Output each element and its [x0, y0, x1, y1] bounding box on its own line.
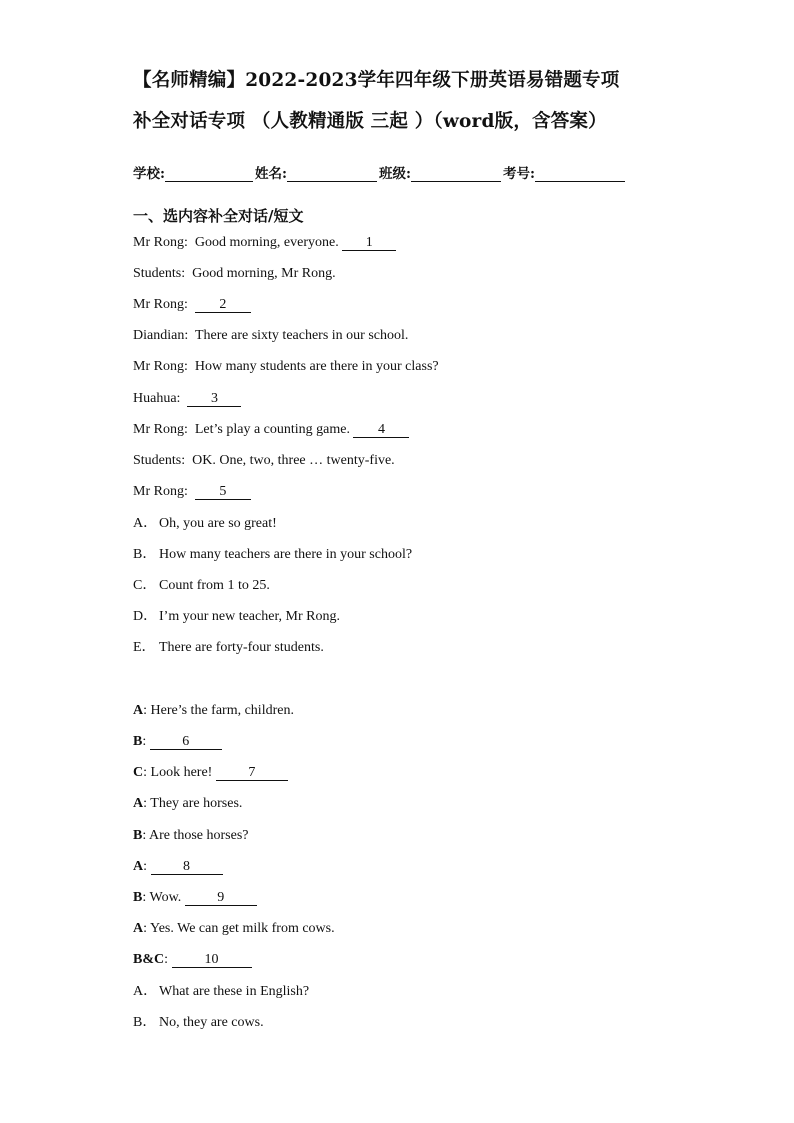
- dialogue1-line: Huahua: 3: [133, 390, 241, 408]
- dialogue1-line: Students: OK. One, two, three … twenty-five.: [133, 453, 395, 468]
- dialogue1-line: Mr Rong: Let’s play a counting game. 4: [133, 421, 409, 439]
- answer-blank-4[interactable]: 4: [353, 422, 409, 438]
- option-item: C． Count from 1 to 25.: [133, 578, 270, 593]
- exam-number-label: 考号:: [502, 166, 535, 182]
- name-label: 姓名:: [254, 166, 287, 182]
- class-label: 班级:: [378, 166, 411, 182]
- exam-number-blank[interactable]: [535, 167, 625, 182]
- answer-blank-2[interactable]: 2: [195, 297, 251, 313]
- option-item: B． No, they are cows.: [133, 1015, 264, 1030]
- section-heading: 一、选内容补全对话/短文: [133, 207, 304, 225]
- school-label: 学校:: [133, 166, 165, 182]
- dialogue1-line: Students: Good morning, Mr Rong.: [133, 266, 336, 281]
- option-item: A． What are these in English?: [133, 984, 310, 999]
- dialogue2-line: B: Wow. 9: [133, 889, 257, 907]
- dialogue1-line: Mr Rong: Good morning, everyone. 1: [133, 234, 396, 252]
- student-info-row: [133, 162, 673, 182]
- name-blank[interactable]: [287, 167, 377, 182]
- school-blank[interactable]: [165, 167, 253, 182]
- dialogue2-line: A: 8: [133, 858, 223, 876]
- dialogue2-line: B&C: 10: [133, 951, 252, 969]
- dialogue2-line: A: They are horses.: [133, 796, 243, 811]
- option-item: B． How many teachers are there in your school?: [133, 547, 413, 562]
- dialogue1-line: Mr Rong: How many students are there in your class?: [133, 359, 439, 374]
- option-item: A． Oh, you are so great!: [133, 516, 277, 531]
- answer-blank-1[interactable]: 1: [342, 235, 396, 251]
- answer-blank-3[interactable]: 3: [187, 391, 241, 407]
- document-title-line-2: 补全对话专项 （人教精通版 三起 ）（word版，含答案）: [133, 111, 607, 132]
- answer-blank-9[interactable]: 9: [185, 890, 257, 906]
- answer-blank-5[interactable]: 5: [195, 484, 251, 500]
- answer-blank-8[interactable]: 8: [151, 859, 223, 875]
- dialogue2-line: A: Here’s the farm, children.: [133, 703, 294, 718]
- answer-blank-7[interactable]: 7: [216, 765, 288, 781]
- dialogue2-line: C: Look here! 7: [133, 764, 288, 782]
- dialogue1-line: Mr Rong: 2: [133, 296, 251, 314]
- dialogue2-line: B: 6: [133, 733, 222, 751]
- answer-blank-6[interactable]: 6: [150, 734, 222, 750]
- dialogue1-line: Mr Rong: 5: [133, 483, 251, 501]
- document-title-line-1: 【名师精编】2022-2023学年四年级下册英语易错题专项: [133, 70, 620, 91]
- option-item: D． I’m your new teacher, Mr Rong.: [133, 609, 340, 624]
- dialogue2-line: A: Yes. We can get milk from cows.: [133, 921, 335, 936]
- class-blank[interactable]: [411, 167, 501, 182]
- answer-blank-10[interactable]: 10: [172, 952, 252, 968]
- dialogue2-line: B: Are those horses?: [133, 828, 249, 843]
- option-item: E． There are forty-four students.: [133, 640, 324, 655]
- dialogue1-line: Diandian: There are sixty teachers in our school.: [133, 328, 409, 343]
